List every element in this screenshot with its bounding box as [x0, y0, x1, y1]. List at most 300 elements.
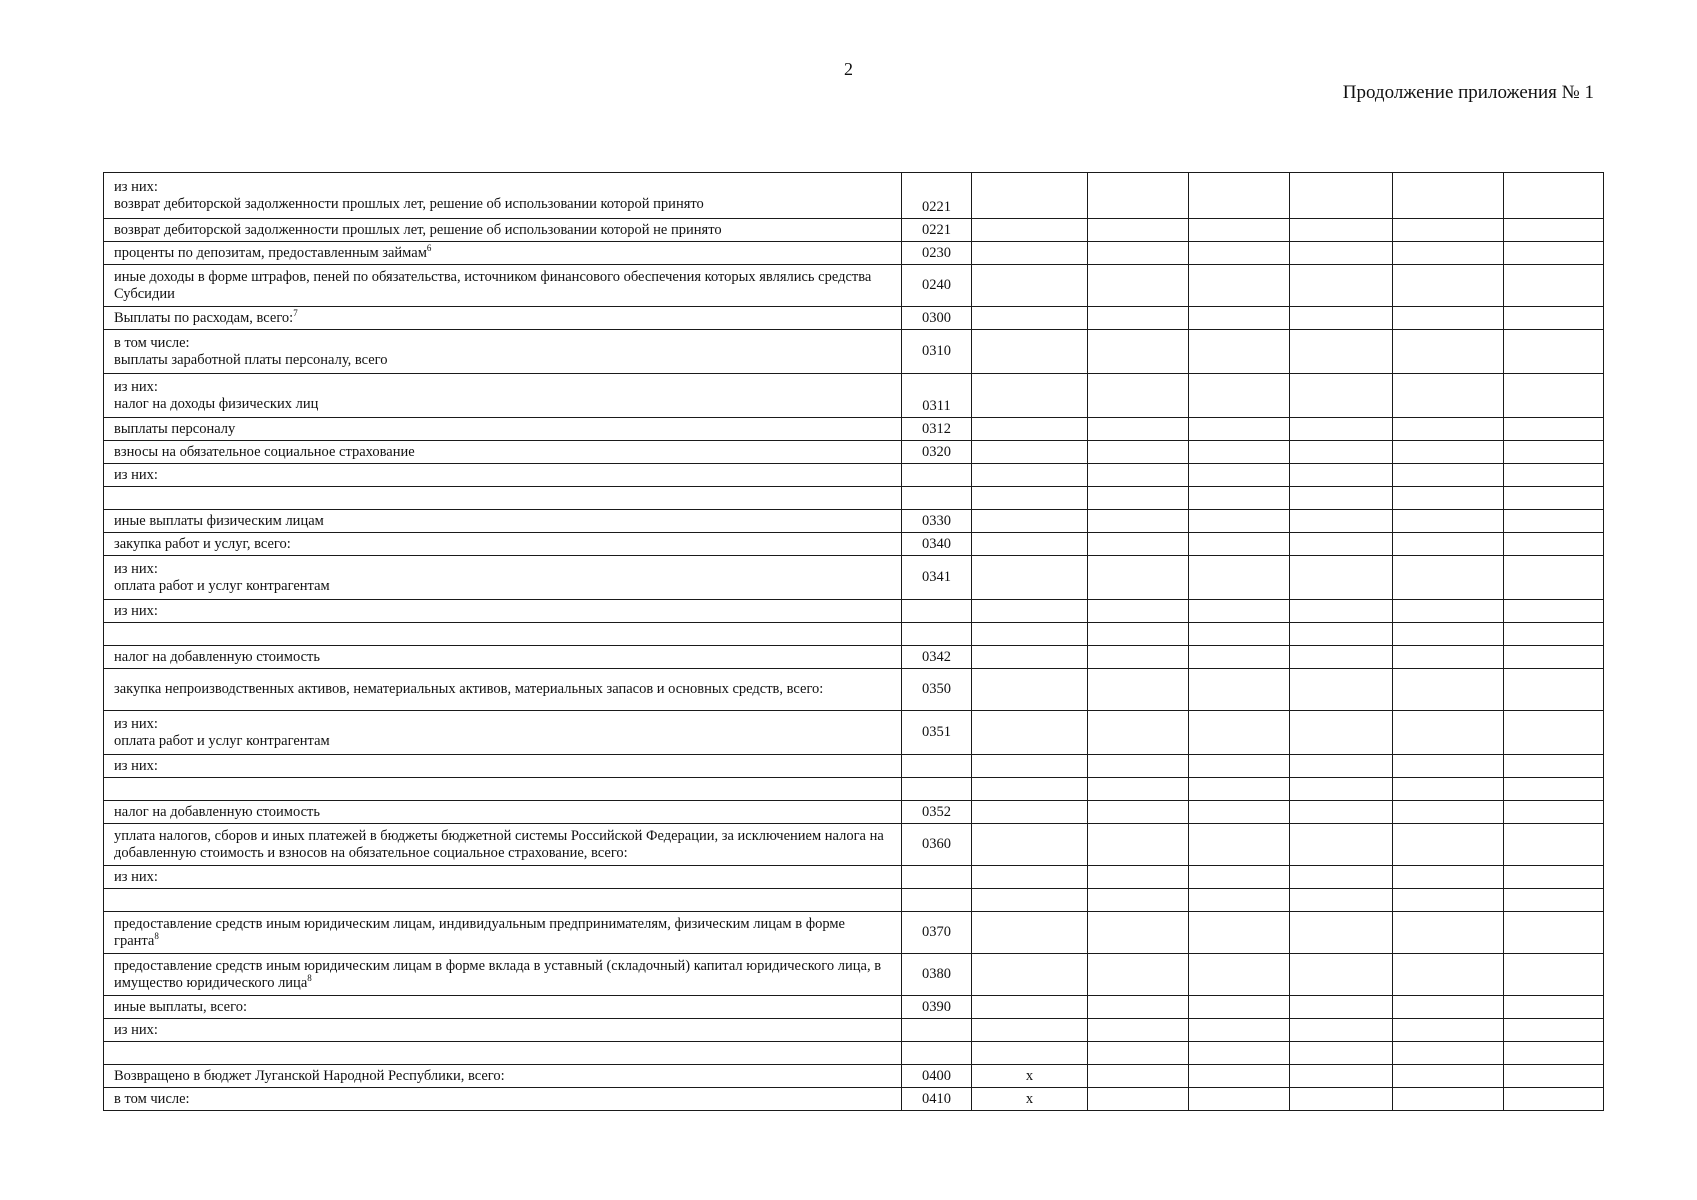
value-cell — [1189, 600, 1290, 623]
row-description — [104, 996, 902, 1019]
row-code: 0400 — [902, 1065, 972, 1088]
value-cell — [1290, 1065, 1393, 1088]
row-description — [104, 1042, 902, 1065]
table-row — [104, 441, 1604, 464]
value-cell — [1088, 1065, 1189, 1088]
row-description-text: из них: оплата работ и услуг контрагентам — [114, 560, 330, 594]
row-description — [104, 173, 902, 219]
value-cell — [972, 418, 1088, 441]
row-code — [902, 487, 972, 510]
table-row — [104, 487, 1604, 510]
value-cell — [1393, 1065, 1504, 1088]
table-row — [104, 1065, 1604, 1088]
value-cell — [1504, 219, 1604, 242]
value-cell — [1189, 889, 1290, 912]
table-row — [104, 824, 1604, 866]
row-description — [104, 441, 902, 464]
value-cell — [1088, 711, 1189, 755]
appendix-continuation-title: Продолжение приложения № 1 — [1342, 82, 1594, 103]
value-cell — [1393, 418, 1504, 441]
value-cell — [1290, 1042, 1393, 1065]
value-cell — [1290, 623, 1393, 646]
value-cell — [1504, 464, 1604, 487]
value-cell — [1504, 265, 1604, 307]
value-cell — [1290, 755, 1393, 778]
value-cell — [1290, 912, 1393, 954]
value-cell — [1290, 954, 1393, 996]
value-cell — [972, 330, 1088, 374]
table-row — [104, 711, 1604, 755]
value-cell — [1393, 954, 1504, 996]
row-description-text: предоставление средств иным юридическим лицам, индивидуальным предпринимателям, физическим лицам в форме гранта — [114, 915, 845, 949]
value-cell — [1393, 464, 1504, 487]
value-cell — [972, 778, 1088, 801]
row-code: 0330 — [902, 510, 972, 533]
row-code — [902, 1019, 972, 1042]
row-description-text: предоставление средств иным юридическим лицам в форме вклада в уставный (складочный) капитал юридического лица, в имущество юридического лица — [114, 957, 882, 991]
row-code — [902, 464, 972, 487]
value-cell — [972, 801, 1088, 824]
row-description-text: возврат дебиторской задолженности прошлых лет, решение об использовании которой не принято — [114, 221, 722, 238]
value-cell — [1088, 912, 1189, 954]
row-description-text: выплаты персоналу — [114, 420, 236, 437]
value-cell — [1088, 954, 1189, 996]
value-cell — [1504, 418, 1604, 441]
value-cell — [1504, 778, 1604, 801]
row-description-text: из них: — [114, 602, 158, 619]
row-description — [104, 889, 902, 912]
row-description-text: из них: — [114, 1021, 158, 1038]
table-row — [104, 464, 1604, 487]
value-cell — [1290, 1019, 1393, 1042]
table-row — [104, 533, 1604, 556]
value-cell — [1504, 711, 1604, 755]
value-cell — [1088, 173, 1189, 219]
value-cell — [1393, 330, 1504, 374]
row-description — [104, 600, 902, 623]
row-code: 0410 — [902, 1088, 972, 1111]
value-cell — [1189, 801, 1290, 824]
row-code: 0370 — [902, 912, 972, 954]
row-description — [104, 242, 902, 265]
value-cell — [1189, 1088, 1290, 1111]
value-cell — [1189, 711, 1290, 755]
table-row — [104, 646, 1604, 669]
row-description — [104, 374, 902, 418]
value-cell — [1088, 330, 1189, 374]
value-cell — [972, 510, 1088, 533]
value-cell — [1393, 866, 1504, 889]
row-description-text: налог на добавленную стоимость — [114, 803, 320, 820]
value-cell — [1088, 866, 1189, 889]
value-cell — [1290, 464, 1393, 487]
value-cell — [1504, 374, 1604, 418]
value-cell — [972, 669, 1088, 711]
row-code: 0310 — [902, 330, 972, 374]
row-description — [104, 912, 902, 954]
value-cell — [1189, 556, 1290, 600]
row-code: 0340 — [902, 533, 972, 556]
value-cell — [1290, 487, 1393, 510]
table-row — [104, 623, 1604, 646]
row-code: 0311 — [902, 374, 972, 418]
value-cell — [1504, 996, 1604, 1019]
value-cell — [972, 265, 1088, 307]
row-description-text: из них: — [114, 757, 158, 774]
value-cell — [1290, 1088, 1393, 1111]
row-code — [902, 1042, 972, 1065]
row-code: 0221 — [902, 173, 972, 219]
row-description — [104, 1019, 902, 1042]
value-cell — [1504, 866, 1604, 889]
table-body — [104, 173, 1604, 1111]
value-cell — [1504, 330, 1604, 374]
value-cell — [1290, 307, 1393, 330]
row-code — [902, 866, 972, 889]
row-description — [104, 307, 902, 330]
row-code: 0240 — [902, 265, 972, 307]
value-cell — [972, 1042, 1088, 1065]
value-cell — [1189, 441, 1290, 464]
value-cell — [1504, 173, 1604, 219]
value-cell — [1088, 265, 1189, 307]
row-code: 0380 — [902, 954, 972, 996]
value-cell — [972, 464, 1088, 487]
table-row — [104, 954, 1604, 996]
table-row — [104, 912, 1604, 954]
table-row — [104, 1042, 1604, 1065]
value-cell — [1393, 824, 1504, 866]
table-row — [104, 755, 1604, 778]
value-cell — [1189, 1042, 1290, 1065]
value-cell — [1504, 801, 1604, 824]
row-description — [104, 556, 902, 600]
value-cell — [972, 487, 1088, 510]
value-cell — [1189, 464, 1290, 487]
value-cell — [1189, 996, 1290, 1019]
value-cell: x — [972, 1065, 1088, 1088]
table-row — [104, 219, 1604, 242]
value-cell — [1290, 889, 1393, 912]
row-description — [104, 510, 902, 533]
row-code — [902, 889, 972, 912]
value-cell — [1290, 778, 1393, 801]
value-cell — [1189, 866, 1290, 889]
value-cell — [1393, 1019, 1504, 1042]
value-cell — [1393, 533, 1504, 556]
row-code: 0352 — [902, 801, 972, 824]
value-cell — [1189, 755, 1290, 778]
value-cell — [1393, 623, 1504, 646]
row-description-text: уплата налогов, сборов и иных платежей в бюджеты бюджетной системы Российской Федерации, за исключением налога на добавленную стоимость и взносов на обязательное социальное страхование, всего: — [114, 827, 884, 861]
row-description — [104, 219, 902, 242]
value-cell — [1189, 265, 1290, 307]
value-cell — [1088, 242, 1189, 265]
table-row — [104, 1088, 1604, 1111]
value-cell — [1504, 307, 1604, 330]
row-description-text: иные выплаты, всего: — [114, 998, 247, 1015]
row-code: 0230 — [902, 242, 972, 265]
page-number: 2 — [844, 59, 853, 79]
value-cell — [972, 600, 1088, 623]
value-cell — [1088, 1088, 1189, 1111]
row-description — [104, 801, 902, 824]
row-description — [104, 487, 902, 510]
value-cell — [1393, 889, 1504, 912]
value-cell — [1393, 219, 1504, 242]
value-cell — [1504, 1065, 1604, 1088]
row-description — [104, 778, 902, 801]
value-cell — [1189, 824, 1290, 866]
value-cell — [1504, 954, 1604, 996]
row-description-text: из них: — [114, 868, 158, 885]
value-cell — [1504, 441, 1604, 464]
value-cell — [1189, 912, 1290, 954]
value-cell — [1393, 912, 1504, 954]
value-cell — [972, 912, 1088, 954]
row-description-text: иные выплаты физическим лицам — [114, 512, 324, 529]
value-cell — [1393, 711, 1504, 755]
value-cell — [1290, 556, 1393, 600]
row-code: 0350 — [902, 669, 972, 711]
value-cell — [1290, 600, 1393, 623]
value-cell — [1393, 646, 1504, 669]
value-cell — [1393, 265, 1504, 307]
value-cell — [972, 623, 1088, 646]
row-description-text: взносы на обязательное социальное страхование — [114, 443, 415, 460]
value-cell — [1088, 374, 1189, 418]
value-cell — [1189, 623, 1290, 646]
value-cell — [1504, 600, 1604, 623]
value-cell — [1189, 510, 1290, 533]
value-cell — [1088, 669, 1189, 711]
value-cell — [972, 441, 1088, 464]
value-cell — [1504, 556, 1604, 600]
row-description — [104, 418, 902, 441]
value-cell — [1189, 219, 1290, 242]
value-cell — [972, 824, 1088, 866]
value-cell — [1189, 173, 1290, 219]
table-row — [104, 600, 1604, 623]
row-description-text: из них: налог на доходы физических лиц — [114, 378, 319, 412]
row-code: 0360 — [902, 824, 972, 866]
row-description — [104, 1065, 902, 1088]
value-cell — [1189, 533, 1290, 556]
value-cell — [1290, 265, 1393, 307]
table-row — [104, 866, 1604, 889]
value-cell — [1088, 600, 1189, 623]
row-description-text: в том числе: выплаты заработной платы персоналу, всего — [114, 334, 388, 368]
value-cell — [972, 646, 1088, 669]
value-cell — [1393, 173, 1504, 219]
value-cell — [1504, 1019, 1604, 1042]
value-cell — [1393, 242, 1504, 265]
value-cell — [1088, 556, 1189, 600]
value-cell — [1290, 242, 1393, 265]
value-cell — [1290, 824, 1393, 866]
value-cell — [1088, 996, 1189, 1019]
value-cell — [1504, 510, 1604, 533]
value-cell — [1088, 219, 1189, 242]
value-cell — [1189, 374, 1290, 418]
value-cell — [1393, 441, 1504, 464]
table-row — [104, 173, 1604, 219]
row-code: 0390 — [902, 996, 972, 1019]
value-cell — [1393, 510, 1504, 533]
value-cell — [972, 374, 1088, 418]
value-cell — [1504, 242, 1604, 265]
value-cell — [972, 219, 1088, 242]
row-description — [104, 265, 902, 307]
value-cell — [1088, 441, 1189, 464]
value-cell — [1290, 711, 1393, 755]
row-description-text: налог на добавленную стоимость — [114, 648, 320, 665]
value-cell — [1088, 418, 1189, 441]
value-cell — [972, 954, 1088, 996]
row-code: 0312 — [902, 418, 972, 441]
report-table — [103, 172, 1604, 1111]
value-cell — [1290, 219, 1393, 242]
row-description — [104, 669, 902, 711]
value-cell — [1504, 646, 1604, 669]
value-cell — [1189, 1019, 1290, 1042]
value-cell — [1393, 996, 1504, 1019]
value-cell — [1504, 669, 1604, 711]
value-cell — [1290, 330, 1393, 374]
value-cell — [1504, 912, 1604, 954]
value-cell — [1393, 669, 1504, 711]
value-cell — [972, 242, 1088, 265]
value-cell — [1189, 330, 1290, 374]
row-description — [104, 866, 902, 889]
value-cell — [1393, 1042, 1504, 1065]
value-cell — [1088, 778, 1189, 801]
value-cell — [972, 755, 1088, 778]
value-cell — [1393, 374, 1504, 418]
table-row — [104, 330, 1604, 374]
value-cell — [1088, 487, 1189, 510]
table-row — [104, 801, 1604, 824]
value-cell — [972, 996, 1088, 1019]
value-cell — [1088, 464, 1189, 487]
value-cell — [1189, 418, 1290, 441]
table-row — [104, 242, 1604, 265]
value-cell — [1393, 801, 1504, 824]
value-cell — [972, 866, 1088, 889]
row-description-text: из них: оплата работ и услуг контрагентам — [114, 715, 330, 749]
table-row — [104, 510, 1604, 533]
value-cell — [972, 1019, 1088, 1042]
value-cell — [972, 307, 1088, 330]
row-description — [104, 1088, 902, 1111]
row-description-text: закупка непроизводственных активов, нематериальных активов, материальных запасов и основных средств, всего: — [114, 681, 824, 697]
value-cell — [1088, 1019, 1189, 1042]
value-cell — [1393, 600, 1504, 623]
table-row — [104, 996, 1604, 1019]
value-cell — [1088, 510, 1189, 533]
footnote-mark: 7 — [293, 307, 298, 318]
row-code: 0341 — [902, 556, 972, 600]
value-cell — [1189, 242, 1290, 265]
value-cell — [1189, 646, 1290, 669]
value-cell — [1290, 533, 1393, 556]
row-code — [902, 600, 972, 623]
row-description — [104, 464, 902, 487]
table-row — [104, 889, 1604, 912]
value-cell — [1290, 669, 1393, 711]
row-description — [104, 711, 902, 755]
value-cell — [1393, 307, 1504, 330]
row-description — [104, 646, 902, 669]
value-cell — [1189, 1065, 1290, 1088]
value-cell — [972, 711, 1088, 755]
row-description — [104, 330, 902, 374]
value-cell — [1290, 510, 1393, 533]
value-cell — [972, 556, 1088, 600]
footnote-mark: 8 — [307, 972, 312, 983]
value-cell — [1088, 824, 1189, 866]
value-cell — [972, 889, 1088, 912]
value-cell — [1504, 1088, 1604, 1111]
value-cell — [1504, 824, 1604, 866]
row-code — [902, 623, 972, 646]
value-cell — [1088, 801, 1189, 824]
value-cell — [1189, 669, 1290, 711]
row-description-text: Возвращено в бюджет Луганской Народной Республики, всего: — [114, 1067, 505, 1084]
value-cell — [1290, 374, 1393, 418]
row-description-text: закупка работ и услуг, всего: — [114, 535, 291, 552]
row-description-text: в том числе: — [114, 1090, 190, 1107]
row-code: 0300 — [902, 307, 972, 330]
table-row — [104, 307, 1604, 330]
table-row — [104, 265, 1604, 307]
row-code — [902, 755, 972, 778]
row-description-text: из них: — [114, 466, 158, 483]
value-cell — [1088, 623, 1189, 646]
value-cell — [1088, 755, 1189, 778]
value-cell — [1393, 1088, 1504, 1111]
row-description — [104, 954, 902, 996]
row-description-text: из них: возврат дебиторской задолженности прошлых лет, решение об использовании которой принято — [114, 178, 704, 212]
value-cell — [1189, 954, 1290, 996]
value-cell — [1189, 307, 1290, 330]
value-cell — [1189, 487, 1290, 510]
table-row — [104, 556, 1604, 600]
value-cell — [1088, 1042, 1189, 1065]
value-cell — [1290, 801, 1393, 824]
value-cell — [1504, 533, 1604, 556]
row-description — [104, 623, 902, 646]
row-description — [104, 533, 902, 556]
value-cell — [972, 173, 1088, 219]
value-cell — [1504, 623, 1604, 646]
row-code: 0351 — [902, 711, 972, 755]
value-cell — [1290, 646, 1393, 669]
value-cell — [1504, 1042, 1604, 1065]
value-cell — [1504, 755, 1604, 778]
table-row — [104, 778, 1604, 801]
value-cell — [1088, 646, 1189, 669]
table-row — [104, 669, 1604, 711]
value-cell: x — [972, 1088, 1088, 1111]
row-code — [902, 778, 972, 801]
row-description-text: иные доходы в форме штрафов, пеней по обязательства, источником финансового обеспечения которых являлись средства Субсидии — [114, 268, 872, 302]
value-cell — [1393, 755, 1504, 778]
value-cell — [1393, 778, 1504, 801]
value-cell — [1088, 307, 1189, 330]
row-description-text: проценты по депозитам, предоставленным займам — [114, 244, 427, 261]
table-row — [104, 1019, 1604, 1042]
